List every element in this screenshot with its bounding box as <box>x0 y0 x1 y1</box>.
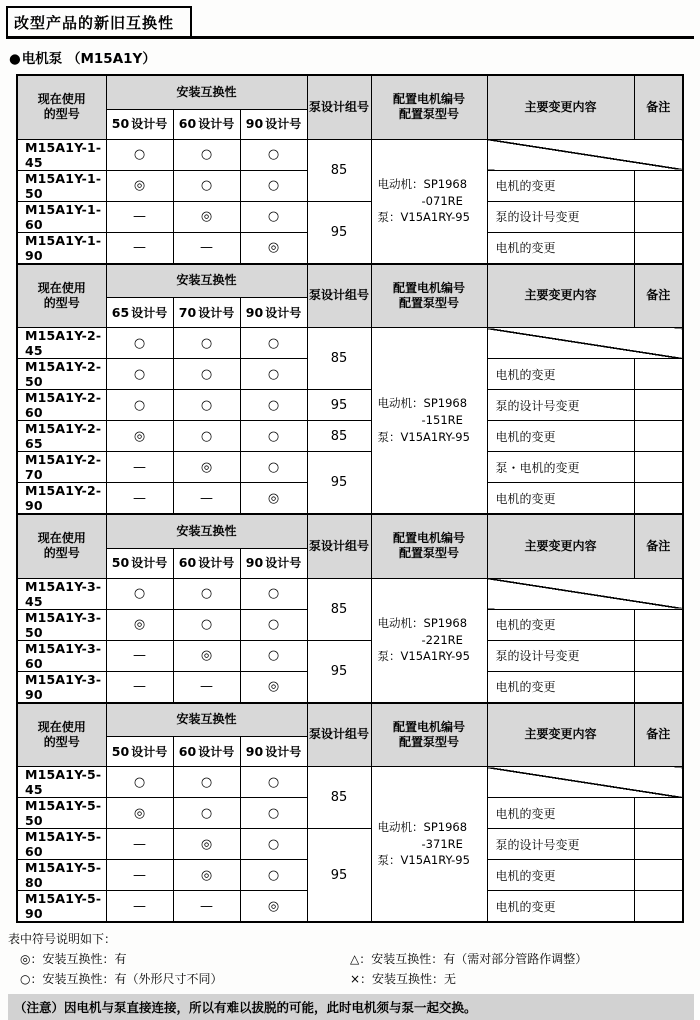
table-row <box>17 767 683 798</box>
header-config <box>371 703 487 767</box>
compat-symbol-cell: ◎ <box>106 421 173 452</box>
header-current-model-line1: 现在使用 <box>37 719 86 734</box>
change-cell: 电机的变更 <box>487 232 634 264</box>
model-cell: M15A1Y-2-65 <box>17 421 106 452</box>
diagonal-empty-cell <box>487 139 683 170</box>
legend-intro: 表中符号说明如下： <box>8 932 117 946</box>
header-install-compat: 安装互换性 <box>106 514 307 548</box>
model-cell: M15A1Y-5-45 <box>17 767 106 798</box>
compat-symbol-cell: — <box>106 452 173 483</box>
compat-symbol-cell: — <box>106 891 173 923</box>
compat-symbol-cell: ○ <box>240 390 307 421</box>
header-row-1 <box>17 264 683 298</box>
pump-group-cell: 95 <box>307 201 371 264</box>
design-number: 50 <box>111 555 130 570</box>
design-number: 50 <box>111 116 130 131</box>
header-config <box>371 514 487 578</box>
header-current-model <box>17 75 106 139</box>
config-line: -071RE <box>421 193 463 208</box>
header-current-model-line1: 现在使用 <box>37 280 86 295</box>
change-cell: 电机的变更 <box>487 671 634 703</box>
model-cell: M15A1Y-1-60 <box>17 201 106 232</box>
header-current-model-line2: 的型号 <box>43 734 80 749</box>
compat-symbol-cell: ◎ <box>240 483 307 515</box>
header-current-model <box>17 703 106 767</box>
header-current-model <box>17 264 106 328</box>
header-pump-design-group: 泵设计组号 <box>307 703 371 767</box>
compat-symbol-cell: ○ <box>173 170 240 201</box>
design-number: 70 <box>178 304 197 320</box>
compat-symbol-cell: ◎ <box>173 640 240 671</box>
remark-cell <box>634 359 683 390</box>
compat-symbol-cell: ○ <box>106 359 173 390</box>
table-row <box>17 201 683 232</box>
header-main-changes: 主要变更内容 <box>487 264 634 328</box>
header-design-col-90 <box>240 298 307 328</box>
header-current-model-line1: 现在使用 <box>37 92 86 107</box>
design-label: 设计号 <box>265 117 302 131</box>
compat-symbol-cell: — <box>106 483 173 515</box>
compat-symbol-cell: ○ <box>240 767 307 798</box>
model-cell: M15A1Y-3-60 <box>17 640 106 671</box>
change-cell: 电机的变更 <box>487 891 634 923</box>
change-cell: 泵的设计号变更 <box>487 390 634 421</box>
legend-grid <box>8 950 694 987</box>
design-label: 设计号 <box>198 305 235 320</box>
design-label: 设计号 <box>131 117 168 131</box>
change-cell: 泵・电机的变更 <box>487 452 634 483</box>
design-number: 90 <box>245 116 264 131</box>
model-cell: M15A1Y-2-70 <box>17 452 106 483</box>
config-line: -371RE <box>421 836 463 851</box>
change-cell: 电机的变更 <box>487 170 634 201</box>
remark-cell <box>634 609 683 640</box>
compat-symbol-cell: ○ <box>240 421 307 452</box>
header-remarks: 备注 <box>634 703 683 767</box>
compat-symbol-cell: ○ <box>173 328 240 359</box>
header-current-model-line2: 的型号 <box>43 107 80 122</box>
header-config-line1: 配置电机编号 <box>393 92 466 107</box>
compat-symbol-cell: ○ <box>240 798 307 829</box>
compat-symbol-cell: ○ <box>240 170 307 201</box>
header-design-col-90 <box>240 737 307 767</box>
compat-symbol-cell: ○ <box>173 767 240 798</box>
compat-symbol-cell: — <box>173 483 240 515</box>
design-label: 设计号 <box>198 556 235 570</box>
change-cell: 电机的变更 <box>487 483 634 515</box>
design-number: 90 <box>245 743 264 759</box>
section-subtitle <box>9 47 694 67</box>
design-label: 设计号 <box>131 305 168 320</box>
header-design-col-60 <box>173 548 240 578</box>
compat-symbol-cell: ◎ <box>240 891 307 923</box>
model-cell: M15A1Y-5-90 <box>17 891 106 923</box>
pump-group-cell: 95 <box>307 390 371 421</box>
model-cell: M15A1Y-3-90 <box>17 671 106 703</box>
design-label: 设计号 <box>131 556 168 570</box>
compat-symbol-cell: — <box>106 671 173 703</box>
header-design-col-90 <box>240 109 307 139</box>
header-config-line1: 配置电机编号 <box>393 719 466 734</box>
table-row <box>17 328 683 359</box>
config-line: -221RE <box>421 632 463 647</box>
remark-cell <box>634 452 683 483</box>
motor-config-cell <box>371 328 487 515</box>
header-config-line2: 配置泵型号 <box>399 295 460 310</box>
header-design-col-50 <box>106 548 173 578</box>
compat-symbol-cell: ○ <box>240 452 307 483</box>
tables-container <box>16 74 682 923</box>
header-design-col-60 <box>173 109 240 139</box>
model-cell: M15A1Y-1-45 <box>17 139 106 170</box>
model-cell: M15A1Y-1-50 <box>17 170 106 201</box>
header-pump-design-group: 泵设计组号 <box>307 75 371 139</box>
compat-symbol-cell: ◎ <box>173 829 240 860</box>
remark-cell <box>634 671 683 703</box>
config-line: 泵：V15A1RY-95 <box>377 429 470 444</box>
table-row <box>17 578 683 609</box>
remark-cell <box>634 390 683 421</box>
compat-symbol-cell: ○ <box>173 578 240 609</box>
compat-symbol-cell: ○ <box>240 578 307 609</box>
change-cell: 电机的变更 <box>487 798 634 829</box>
compat-symbol-cell: — <box>106 232 173 264</box>
subtitle-text: 电机泵 （M15A1Y） <box>21 51 156 67</box>
header-main-changes: 主要变更内容 <box>487 514 634 578</box>
compat-symbol-cell: ◎ <box>106 798 173 829</box>
compat-table-section-2 <box>16 263 684 516</box>
config-line: 电动机：SP1968 <box>377 615 468 630</box>
compat-symbol-cell: — <box>106 860 173 891</box>
compat-symbol-cell: ◎ <box>106 609 173 640</box>
table-row <box>17 640 683 671</box>
header-config-line1: 配置电机编号 <box>393 280 466 295</box>
diagonal-empty-cell <box>487 578 683 609</box>
remark-cell <box>634 829 683 860</box>
pump-group-cell: 95 <box>307 829 371 923</box>
compat-symbol-cell: ○ <box>173 359 240 390</box>
header-current-model-line2: 的型号 <box>43 295 80 310</box>
compat-symbol-cell: ○ <box>173 798 240 829</box>
header-main-changes: 主要变更内容 <box>487 703 634 767</box>
pump-group-cell: 85 <box>307 328 371 390</box>
legend-item: ◎：安装互换性：有 <box>20 952 127 966</box>
header-row-1 <box>17 75 683 109</box>
legend-item: △：安装互换性：有（需对部分管路作调整） <box>350 952 588 966</box>
compat-symbol-cell: ◎ <box>173 452 240 483</box>
table-row <box>17 390 683 421</box>
header-main-changes: 主要变更内容 <box>487 75 634 139</box>
header-install-compat: 安装互换性 <box>106 75 307 109</box>
remark-cell <box>634 232 683 264</box>
header-pump-design-group: 泵设计组号 <box>307 514 371 578</box>
compat-symbol-cell: — <box>173 671 240 703</box>
pump-group-cell: 95 <box>307 640 371 703</box>
change-cell: 电机的变更 <box>487 359 634 390</box>
header-row-1 <box>17 514 683 548</box>
compat-symbol-cell: ◎ <box>173 201 240 232</box>
remark-cell <box>634 170 683 201</box>
remark-cell <box>634 483 683 515</box>
header-config-line2: 配置泵型号 <box>399 734 460 749</box>
model-cell: M15A1Y-1-90 <box>17 232 106 264</box>
table-row <box>17 452 683 483</box>
model-cell: M15A1Y-2-45 <box>17 328 106 359</box>
page-title: 改型产品的新旧互换性 <box>6 6 192 36</box>
model-cell: M15A1Y-2-60 <box>17 390 106 421</box>
config-line: 泵：V15A1RY-95 <box>377 853 470 868</box>
header-row-1 <box>17 703 683 737</box>
compat-symbol-cell: ○ <box>240 328 307 359</box>
pump-group-cell: 85 <box>307 767 371 829</box>
compat-symbol-cell: ○ <box>240 359 307 390</box>
change-cell: 电机的变更 <box>487 421 634 452</box>
config-line: 泵：V15A1RY-95 <box>377 210 470 225</box>
model-cell: M15A1Y-5-50 <box>17 798 106 829</box>
remark-cell <box>634 201 683 232</box>
table-row <box>17 421 683 452</box>
compat-symbol-cell: ○ <box>173 390 240 421</box>
header-config-line2: 配置泵型号 <box>399 107 460 122</box>
header-design-col-50 <box>106 109 173 139</box>
legend-item: ×：安装互换性：无 <box>350 972 457 986</box>
change-cell: 电机的变更 <box>487 609 634 640</box>
config-line: 电动机：SP1968 <box>377 396 468 411</box>
model-cell: M15A1Y-5-60 <box>17 829 106 860</box>
pump-group-cell: 85 <box>307 578 371 640</box>
pump-group-cell: 85 <box>307 421 371 452</box>
compat-symbol-cell: ○ <box>106 390 173 421</box>
compat-symbol-cell: ○ <box>106 578 173 609</box>
header-design-col-65 <box>106 298 173 328</box>
legend-item: ○：安装互换性：有（外形尺寸不同） <box>20 972 223 986</box>
model-cell: M15A1Y-2-50 <box>17 359 106 390</box>
compat-symbol-cell: — <box>106 201 173 232</box>
header-config-line1: 配置电机编号 <box>393 531 466 546</box>
design-label: 设计号 <box>265 305 302 320</box>
design-label: 设计号 <box>265 556 302 570</box>
diagonal-empty-cell <box>487 328 683 359</box>
design-number: 50 <box>111 743 130 759</box>
header-design-col-70 <box>173 298 240 328</box>
remark-cell <box>634 798 683 829</box>
header-config <box>371 264 487 328</box>
remark-cell <box>634 421 683 452</box>
compat-symbol-cell: — <box>173 232 240 264</box>
header-current-model <box>17 514 106 578</box>
header-pump-design-group: 泵设计组号 <box>307 264 371 328</box>
diagonal-empty-cell <box>487 767 683 798</box>
compat-symbol-cell: — <box>106 829 173 860</box>
compat-table-section-4 <box>16 702 684 924</box>
table-row <box>17 829 683 860</box>
motor-config-cell <box>371 139 487 264</box>
compat-symbol-cell: ○ <box>240 139 307 170</box>
header-config <box>371 75 487 139</box>
motor-config-cell <box>371 578 487 703</box>
header-design-col-90 <box>240 548 307 578</box>
header-install-compat: 安装互换性 <box>106 264 307 298</box>
title-bar <box>6 6 694 39</box>
design-number: 65 <box>111 304 130 320</box>
design-label: 设计号 <box>131 744 168 759</box>
compat-symbol-cell: ○ <box>106 767 173 798</box>
config-line: 泵：V15A1RY-95 <box>377 649 470 664</box>
design-number: 90 <box>245 555 264 570</box>
remark-cell <box>634 891 683 923</box>
compat-symbol-cell: ○ <box>240 640 307 671</box>
remark-cell <box>634 640 683 671</box>
compat-symbol-cell: ○ <box>173 609 240 640</box>
header-design-col-50 <box>106 737 173 767</box>
model-cell: M15A1Y-3-45 <box>17 578 106 609</box>
header-remarks: 备注 <box>634 75 683 139</box>
pump-group-cell: 95 <box>307 452 371 515</box>
legend <box>8 930 694 1020</box>
compat-table-section-1 <box>16 74 684 265</box>
pump-group-cell: 85 <box>307 139 371 201</box>
header-install-compat: 安装互换性 <box>106 703 307 737</box>
model-cell: M15A1Y-5-80 <box>17 860 106 891</box>
config-line: -151RE <box>421 413 463 428</box>
design-number: 60 <box>178 555 197 570</box>
compat-table-section-3 <box>16 513 684 704</box>
compat-symbol-cell: ◎ <box>240 232 307 264</box>
change-cell: 泵的设计号变更 <box>487 640 634 671</box>
compat-symbol-cell: ◎ <box>240 671 307 703</box>
compat-symbol-cell: — <box>173 891 240 923</box>
remark-cell <box>634 860 683 891</box>
note-bar: （注意）因电机与泵直接连接，所以有难以拔脱的可能，此时电机须与泵一起交换。 <box>8 994 694 1020</box>
header-design-col-60 <box>173 737 240 767</box>
header-current-model-line1: 现在使用 <box>37 531 86 546</box>
header-current-model-line2: 的型号 <box>43 546 80 561</box>
config-line: 电动机：SP1968 <box>377 819 468 834</box>
compat-symbol-cell: ○ <box>106 328 173 359</box>
compat-symbol-cell: ○ <box>240 609 307 640</box>
change-cell: 泵的设计号变更 <box>487 201 634 232</box>
compat-symbol-cell: ◎ <box>173 860 240 891</box>
model-cell: M15A1Y-3-50 <box>17 609 106 640</box>
compat-symbol-cell: ○ <box>240 860 307 891</box>
compat-symbol-cell: ○ <box>173 421 240 452</box>
compat-symbol-cell: ○ <box>106 139 173 170</box>
compat-symbol-cell: — <box>106 640 173 671</box>
change-cell: 泵的设计号变更 <box>487 829 634 860</box>
table-row <box>17 139 683 170</box>
model-cell: M15A1Y-2-90 <box>17 483 106 515</box>
bullet-icon: ● <box>9 51 21 67</box>
design-label: 设计号 <box>198 117 235 131</box>
design-number: 60 <box>178 116 197 131</box>
compat-symbol-cell: ◎ <box>106 170 173 201</box>
compat-symbol-cell: ○ <box>240 201 307 232</box>
header-remarks: 备注 <box>634 264 683 328</box>
header-remarks: 备注 <box>634 514 683 578</box>
design-label: 设计号 <box>265 744 302 759</box>
compat-symbol-cell: ○ <box>240 829 307 860</box>
design-number: 90 <box>245 304 264 320</box>
design-number: 60 <box>178 743 197 759</box>
motor-config-cell <box>371 767 487 923</box>
design-label: 设计号 <box>198 744 235 759</box>
compat-symbol-cell: ○ <box>173 139 240 170</box>
change-cell: 电机的变更 <box>487 860 634 891</box>
header-config-line2: 配置泵型号 <box>399 546 460 561</box>
config-line: 电动机：SP1968 <box>377 176 468 191</box>
